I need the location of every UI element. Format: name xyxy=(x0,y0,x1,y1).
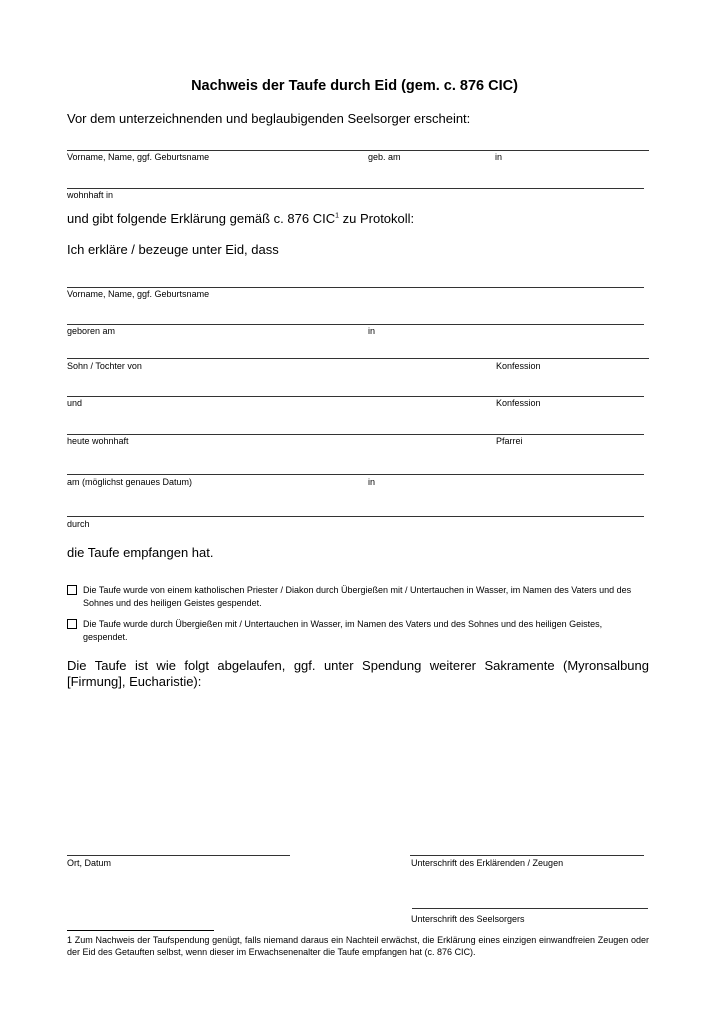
option-text: Die Taufe wurde von einem katholischen Priester / Diakon durch Übergießen mit / Untertauchen in Wasser, im Namen des Vaters und des Sohnes und des heiligen Geistes gespendet. xyxy=(83,585,632,608)
declaration-intro-end: zu Protokoll: xyxy=(339,211,415,226)
document-title: Nachweis der Taufe durch Eid (gem. c. 876 CIC) xyxy=(191,78,518,94)
declarant-signature-line[interactable] xyxy=(410,855,644,856)
baptism-date-in-label: in xyxy=(368,477,376,487)
procedure-text: Die Taufe ist wie folgt abgelaufen, ggf. unter Spendung weiterer Sakramente (Myronsalbung [Firmung], Eucharistie): xyxy=(67,658,649,689)
received-text: die Taufe empfangen hat. xyxy=(67,545,214,560)
oath-text: Ich erkläre / bezeuge unter Eid, dass xyxy=(67,242,279,257)
baptized-born-label: geboren am xyxy=(67,326,116,336)
pastor-signature-label: Unterschrift des Seelsorgers xyxy=(411,914,525,924)
baptism-date-line[interactable] xyxy=(67,474,644,475)
option-text: Die Taufe wurde durch Übergießen mit / Untertauchen in Wasser, im Namen des Vaters und des Sohnes und des heiligen Geistes, gespendet. xyxy=(83,619,603,642)
confession1-label: Konfession xyxy=(496,361,541,371)
baptized-by-line[interactable] xyxy=(67,516,644,517)
footnote-text: 1 Zum Nachweis der Taufspendung genügt, falls niemand daraus ein Nachteil erwächst, die Erklärung eines einzigen einwandfreien Zeugen oder der Eid des Getauften selbst, wenn dieser im Erwachsenenalter die Taufe empfangen hat (c. 876 CIC). xyxy=(67,935,649,957)
checkbox[interactable] xyxy=(67,619,77,629)
confession2-label: Konfession xyxy=(496,398,541,408)
intro-text: Vor dem unterzeichnenden und beglaubigenden Seelsorger erscheint: xyxy=(67,111,471,126)
baptized-born-in-label: in xyxy=(368,326,376,336)
residence-label: heute wohnhaft xyxy=(67,436,129,446)
baptized-by-label: durch xyxy=(67,519,90,529)
declarant-residence-line[interactable] xyxy=(67,188,644,189)
declarant-signature-label: Unterschrift des Erklärenden / Zeugen xyxy=(411,858,564,868)
baptism-date-label: am (möglichst genaues Datum) xyxy=(67,477,193,487)
and-label: und xyxy=(67,398,83,408)
parents-line[interactable] xyxy=(67,358,649,359)
declarant-name-line[interactable] xyxy=(67,150,649,151)
parent2-line[interactable] xyxy=(67,396,644,397)
footnote-mark: 1 xyxy=(335,212,340,220)
parish-label: Pfarrei xyxy=(496,436,523,446)
pastor-signature-line[interactable] xyxy=(412,908,648,909)
declarant-name-label: Vorname, Name, ggf. Geburtsname xyxy=(67,152,210,162)
child-of-label: Sohn / Tochter von xyxy=(67,361,142,371)
declaration-intro xyxy=(67,211,414,226)
option-valid-baptism[interactable] xyxy=(67,618,647,644)
baptized-name-line[interactable] xyxy=(67,287,644,288)
footnote-separator xyxy=(67,930,214,931)
declarant-residence-label: wohnhaft in xyxy=(67,190,114,200)
option-catholic-minister[interactable] xyxy=(67,584,647,610)
place-date-line[interactable] xyxy=(67,855,290,856)
checkbox[interactable] xyxy=(67,585,77,595)
place-date-label: Ort, Datum xyxy=(67,858,112,868)
declaration-intro-text: und gibt folgende Erklärung gemäß c. 876 CIC xyxy=(67,211,336,226)
baptized-born-line[interactable] xyxy=(67,324,644,325)
declarant-born-label: geb. am xyxy=(368,152,401,162)
residence-line[interactable] xyxy=(67,434,644,435)
declarant-in-label: in xyxy=(495,152,503,162)
baptized-name-label: Vorname, Name, ggf. Geburtsname xyxy=(67,289,210,299)
